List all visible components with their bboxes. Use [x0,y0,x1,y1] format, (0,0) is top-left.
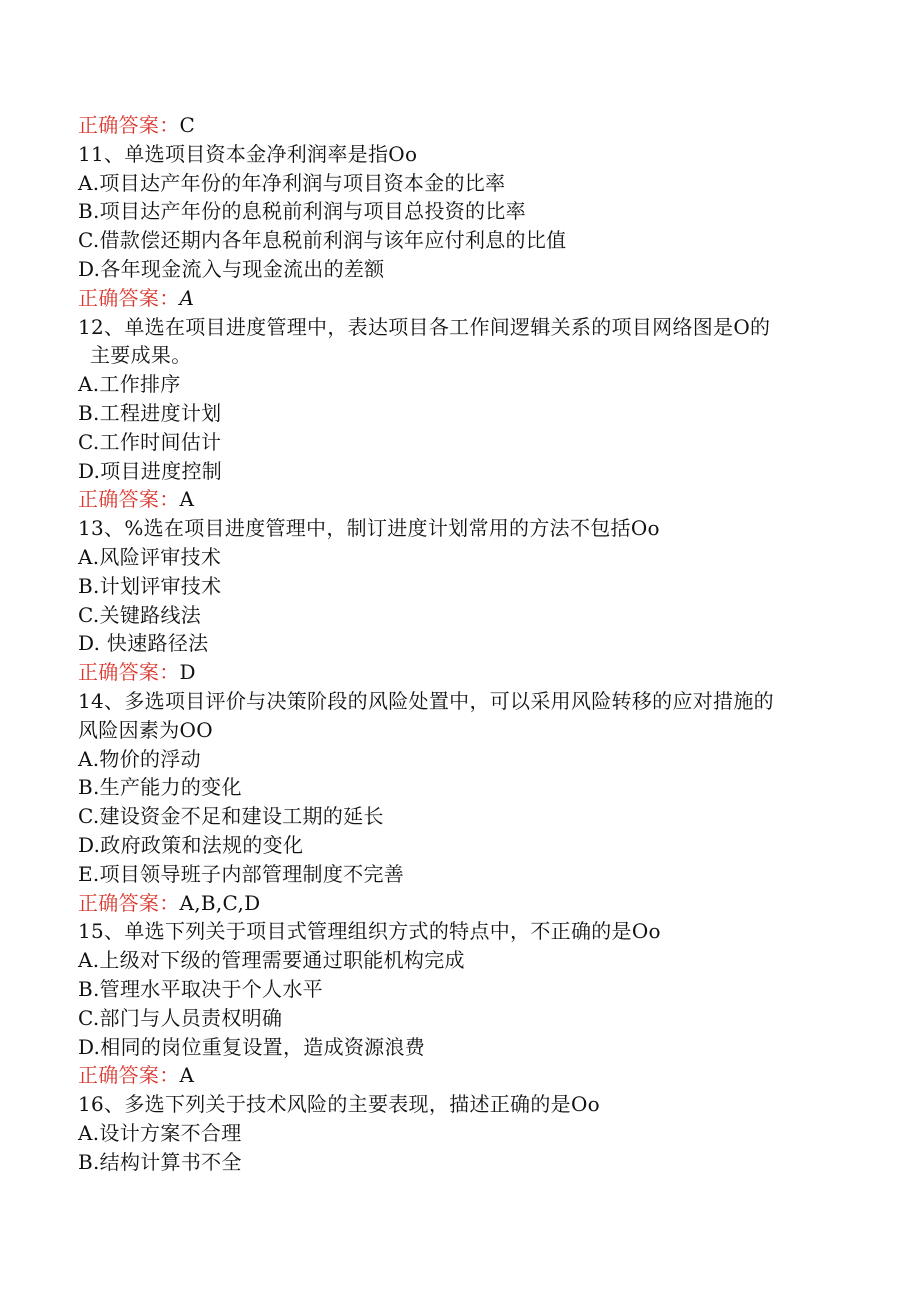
answer-value: A [179,487,195,512]
option-e: E.项目领导班子内部管理制度不完善 [78,861,405,886]
answer-label: 正确答案： [78,660,180,685]
answer-value: A,B,C,D [179,890,261,915]
answer-value: D [179,660,196,685]
option-b: B.管理水平取决于个人水平 [78,976,323,1001]
question-stem: 11、单选项目资本金净利润率是指Oo [78,141,418,166]
option-c: C.借款偿还期内各年息税前利润与该年应付利息的比值 [78,228,567,253]
option-b: B.结构计算书不全 [78,1149,242,1174]
option-a: A.设计方案不合理 [78,1120,242,1145]
option-b: B.工程进度计划 [78,400,222,425]
question-stem: 12、单选在项目进度管理中，表达项目各工作间逻辑关系的项目网络图是O的 [78,314,771,339]
option-d: D.项目进度控制 [78,458,223,483]
option-d: D.相同的岗位重复设置，造成资源浪费 [78,1034,426,1059]
option-c: C.关键路线法 [78,602,202,627]
answer-line [78,111,820,140]
answer-line [78,658,820,687]
answer-line [78,485,820,514]
answer-value: C [179,113,196,137]
option-a: A.工作排序 [78,372,181,397]
answer-line [78,889,820,918]
option-d: D.各年现金流入与现金流出的差额 [78,256,385,281]
answer-label: 正确答案： [78,487,180,512]
answer-label: 正确答案： [78,890,180,915]
option-b: B.项目达产年份的息税前利润与项目总投资的比率 [78,199,526,224]
answer-label: 正确答案： [78,1063,180,1088]
option-b: B.计划评审技术 [78,573,222,598]
option-c: C.工作时间估计 [78,429,222,454]
answer-value: A [179,1063,195,1088]
option-a: A.项目达产年份的年净利润与项目资本金的比率 [78,170,506,195]
question-stem: 13、%选在项目进度管理中，制订进度计划常用的方法不包括Oo [78,516,660,541]
question-stem: 16、多选下列关于技术风险的主要表现，描述正确的是Oo [78,1092,600,1117]
question-stem-continued: 风险因素为OO [78,717,213,742]
option-a: A.上级对下级的管理需要通过职能机构完成 [78,948,465,973]
option-d: D.政府政策和法规的变化 [78,832,304,857]
option-a: A.风险评审技术 [78,544,222,569]
option-b: B.生产能力的变化 [78,775,242,800]
option-a: A.物价的浮动 [78,746,201,771]
answer-value: A [179,285,195,310]
answer-line [78,1061,820,1090]
answer-line [78,284,820,313]
question-stem: 14、多选项目评价与决策阶段的风险处置中，可以采用风险转移的应对措施的 [78,688,774,713]
question-stem: 15、单选下列关于项目式管理组织方式的特点中，不正确的是Oo [78,919,661,944]
answer-label: 正确答案： [78,113,180,137]
question-stem-continued: 主要成果。 [90,343,192,368]
answer-label: 正确答案： [78,285,180,310]
option-c: C.部门与人员责权明确 [78,1005,283,1030]
option-d: D. 快速路径法 [78,631,209,656]
option-c: C.建设资金不足和建设工期的延长 [78,804,384,829]
